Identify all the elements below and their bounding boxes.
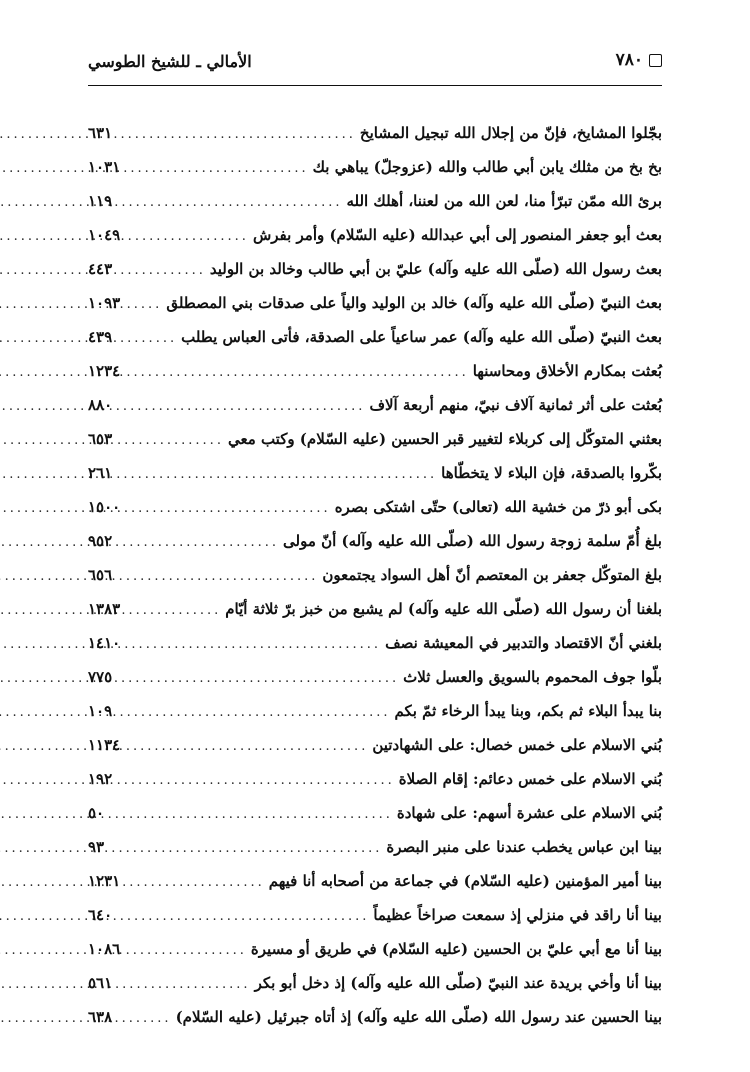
entry-text: بجّلوا المشايخ، فإنّ من إجلال الله تبجيل المشايخ [359, 124, 662, 142]
entry-page-number: ١٥٠٠ [88, 498, 121, 516]
index-entry [88, 898, 662, 932]
dot-leader [120, 628, 385, 662]
entry-page-number: ١١٣٤ [88, 736, 121, 754]
dot-leader [120, 288, 166, 322]
entry-page-number: ٥٠ [88, 804, 105, 822]
index-entry [88, 388, 662, 422]
entry-text: بعثني المتوكّل إلى كربلاء لتغيير قبر الحسين (عليه السّلام) وكتب معي [227, 430, 662, 448]
dot-leader [112, 1002, 175, 1036]
dot-leader [112, 186, 346, 220]
index-entry [88, 694, 662, 728]
dot-leader [120, 220, 253, 254]
dot-leader [112, 458, 441, 492]
index-entries-list [88, 116, 662, 1034]
entry-text: بينا ابن عباس يخطب عندنا على منبر البصرة [386, 838, 662, 856]
dot-leader [120, 934, 251, 968]
index-entry [88, 558, 662, 592]
header-rule [88, 85, 662, 86]
entry-text: بينا أمير المؤمنين (عليه السّلام) في جماعة من أصحابه أنا فيهم [268, 872, 662, 890]
entry-text: بعث النبيّ (صلّى الله عليه وآله) عمر ساعياً على الصدقة، فأتى العباس يطلب [181, 328, 662, 346]
entry-page-number: ٦٤٠ [88, 906, 113, 924]
entry-text: بعث رسول الله (صلّى الله عليه وآله) عليّ بن أبي طالب وخالد بن الوليد [209, 260, 662, 278]
index-entry [88, 354, 662, 388]
entry-page-number: ١٢٣١ [88, 872, 121, 890]
entry-page-number: ١٠٩ [88, 702, 113, 720]
index-entry [88, 660, 662, 694]
entry-text: بلّوا جوف المحموم بالسويق والعسل ثلاث [403, 668, 662, 686]
page-number: ٧٨٠ [615, 50, 643, 70]
index-entry [88, 762, 662, 796]
index-entry [88, 796, 662, 830]
dot-leader [112, 424, 228, 458]
entry-text: بعث أبو جعفر المنصور إلى أبي عبدالله (عليه السّلام) وأمر بفرش [252, 226, 662, 244]
page-header [88, 50, 662, 71]
entry-text: بلغ أُمّ سلمة زوجة رسول الله (صلّى الله عليه وآله) أنّ مولى [283, 532, 662, 550]
index-entry [88, 932, 662, 966]
entry-text: بينا أنا مع أبي عليّ بن الحسين (عليه السّلام) في طريق أو مسيرة [250, 940, 662, 958]
entry-text: بخ بخ من مثلك يابن أبي طالب والله (عزوجلّ) يباهي بك [312, 158, 662, 176]
entry-page-number: ١٠٣١ [88, 158, 121, 176]
index-entry [88, 1000, 662, 1034]
dot-leader [112, 254, 210, 288]
entry-text: بُعثت بمكارم الأخلاق ومحاسنها [472, 362, 662, 380]
entry-page-number: ٢٦١ [88, 464, 113, 482]
dot-leader [120, 730, 372, 764]
entry-page-number: ٩٥٢ [88, 532, 113, 550]
entry-page-number: ١١٩ [88, 192, 113, 210]
entry-text: بينا أنا وأخي بريدة عند النبيّ (صلّى الله عليه وآله) إذ دخل أبو بكر [254, 974, 662, 992]
entry-page-number: ٦٥٦ [88, 566, 113, 584]
entry-text: بعث النبيّ (صلّى الله عليه وآله) خالد بن الوليد والياً على صدقات بني المصطلق [166, 294, 662, 312]
entry-text: بُعثت على أثر ثمانية آلاف نبيّ، منهم أربعة آلاف [369, 396, 662, 414]
dot-leader [112, 662, 403, 696]
index-entry [88, 524, 662, 558]
index-entry [88, 422, 662, 456]
entry-page-number: ٧٧٥ [88, 668, 113, 686]
dot-leader [112, 764, 399, 798]
entry-page-number: ١٠٩٣ [88, 294, 121, 312]
dot-leader [112, 526, 283, 560]
index-entry [88, 966, 662, 1000]
entry-page-number: ١٠٤٩ [88, 226, 121, 244]
dot-leader [120, 356, 473, 390]
index-entry [88, 252, 662, 286]
dot-leader [120, 152, 312, 186]
index-entry [88, 490, 662, 524]
entry-page-number: ٨٨٠ [88, 396, 113, 414]
dot-leader [112, 900, 373, 934]
entry-page-number: ٩٣ [88, 838, 105, 856]
entry-page-number: ١٤١٠ [88, 634, 121, 652]
entry-text: بينا أنا راقد في منزلي إذ سمعت صراخاً عظيماً [373, 906, 662, 924]
entry-page-number: ٦٣٨ [88, 1008, 113, 1026]
entry-page-number: ٥٦١ [88, 974, 113, 992]
entry-page-number: ٤٣٩ [88, 328, 113, 346]
index-entry [88, 286, 662, 320]
dot-leader [112, 696, 394, 730]
square-outline-icon [649, 54, 662, 67]
index-entry [88, 184, 662, 218]
entry-text: بلغ المتوكّل جعفر بن المعتصم أنّ أهل السواد يجتمعون [322, 566, 662, 584]
dot-leader [104, 832, 386, 866]
index-entry [88, 592, 662, 626]
index-entry [88, 320, 662, 354]
entry-page-number: ٤٤٣ [88, 260, 113, 278]
entry-text: بكّروا بالصدقة، فإن البلاء لا يتخطّاها [441, 464, 662, 482]
index-entry [88, 218, 662, 252]
entry-text: بكى أبو ذرّ من خشية الله (تعالى) حتّى اشتكى بصره [334, 498, 662, 516]
entry-page-number: ٦٥٣ [88, 430, 113, 448]
index-entry [88, 728, 662, 762]
dot-leader [104, 798, 397, 832]
entry-text: بينا الحسين عند رسول الله (صلّى الله عليه وآله) إذ أتاه جبرئيل (عليه السّلام) [175, 1008, 662, 1026]
dot-leader [120, 492, 334, 526]
index-entry [88, 864, 662, 898]
dot-leader [112, 968, 254, 1002]
dot-leader [112, 390, 369, 424]
index-entry [88, 830, 662, 864]
entry-page-number: ١٠٨٦ [88, 940, 121, 958]
entry-text: بنا يبدأ البلاء ثم بكم، وبنا يبدأ الرخاء ثمّ بكم [394, 702, 662, 720]
index-entry [88, 150, 662, 184]
entry-text: بلغنا أن رسول الله (صلّى الله عليه وآله) لم يشبع من خبز برّ ثلاثة أيّام [225, 600, 662, 618]
entry-page-number: ١٩٢ [88, 770, 113, 788]
page-number-group [616, 50, 662, 70]
entry-page-number: ١٣٨٣ [88, 600, 121, 618]
dot-leader [120, 594, 225, 628]
dot-leader [112, 118, 360, 152]
dot-leader [120, 866, 269, 900]
dot-leader [112, 560, 322, 594]
entry-text: بُني الاسلام على خمس خصال: على الشهادتين [372, 736, 662, 754]
entry-page-number: ٦٣١ [88, 124, 113, 142]
entry-text: بلغني أنّ الاقتصاد والتدبير في المعيشة نصف [385, 634, 662, 652]
entry-text: بُني الاسلام على خمس دعائم: إقام الصلاة [398, 770, 662, 788]
index-entry [88, 626, 662, 660]
entry-page-number: ١٢٣٤ [88, 362, 121, 380]
dot-leader [112, 322, 181, 356]
index-entry [88, 456, 662, 490]
entry-text: بُني الاسلام على عشرة أسهم: على شهادة [396, 804, 662, 822]
entry-text: برئ الله ممّن تبرّأ منا، لعن الله من لعننا، أهلك الله [346, 192, 662, 210]
book-title: الأمالي ـ للشيخ الطوسي [88, 51, 252, 71]
index-entry [88, 116, 662, 150]
